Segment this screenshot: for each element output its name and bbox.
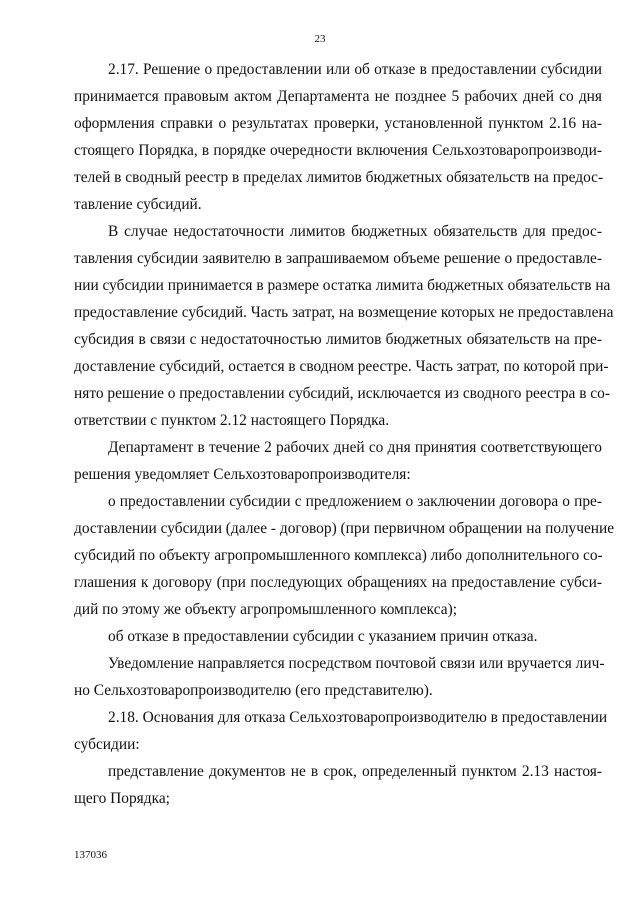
text-line: ответствии с пунктом 2.12 настоящего Порядка. bbox=[74, 412, 390, 429]
text-line: Департамент в течение 2 рабочих дней со дня принятия соответствующего bbox=[108, 439, 602, 456]
text-line: субсидий по объекту агропромышленного комплекса) либо дополнительного со- bbox=[74, 547, 603, 564]
text-line: о предоставлении субсидии с предложением о заключении договора о пре- bbox=[108, 493, 602, 510]
text-line: но Сельхозтоваропроизводителю (его представителю). bbox=[74, 682, 433, 699]
text-line: телей в сводный реестр в пределах лимитов бюджетных обязательств на предос- bbox=[74, 169, 604, 186]
text-line: стоящего Порядка, в порядке очередности включения Сельхозтоваропроизводи- bbox=[74, 142, 602, 159]
text-line: нято решение о предоставлении субсидий, исключается из сводного реестра в со- bbox=[74, 385, 610, 402]
text-line: доставление субсидий, остается в сводном реестре. Часть затрат, по которой при- bbox=[74, 358, 609, 375]
text-line: тавление субсидий. bbox=[74, 196, 202, 213]
text-line: щего Порядка; bbox=[74, 790, 170, 807]
text-line: тавления субсидии заявителю в запрашиваемом объеме решение о предоставле- bbox=[74, 250, 602, 267]
text-line: принимается правовым актом Департамента не позднее 5 рабочих дней со дня bbox=[74, 88, 602, 105]
text-line: дий по этому же объекту агропромышленного комплекса); bbox=[74, 601, 458, 618]
text-line: 2.17. Решение о предоставлении или об отказе в предоставлении субсидии bbox=[108, 61, 602, 78]
text-line: глашения к договору (при последующих обращениях на предоставление субси- bbox=[74, 574, 602, 591]
text-line: субсидии: bbox=[74, 736, 140, 753]
text-line: об отказе в предоставлении субсидии с указанием причин отказа. bbox=[108, 628, 538, 645]
text-line: доставлении субсидии (далее - договор) (при первичном обращении на получение bbox=[74, 520, 615, 537]
document-code: 137036 bbox=[74, 849, 107, 861]
text-line: субсидия в связи с недостаточностью лимитов бюджетных обязательств на пре- bbox=[74, 331, 602, 348]
text-line: оформления справки о результатах проверки, установленной пунктом 2.16 на- bbox=[74, 115, 602, 132]
page-number: 23 bbox=[314, 33, 326, 45]
text-line: нии субсидии принимается в размере остатка лимита бюджетных обязательств на bbox=[74, 277, 611, 294]
text-line: предоставление субсидий. Часть затрат, на возмещение которых не предоставлена bbox=[74, 304, 614, 321]
text-line: решения уведомляет Сельхозтоваропроизводителя: bbox=[74, 466, 411, 483]
text-line: 2.18. Основания для отказа Сельхозтоваропроизводителю в предоставлении bbox=[108, 709, 608, 726]
text-line: В случае недостаточности лимитов бюджетных обязательств для предос- bbox=[108, 223, 602, 240]
text-line: Уведомление направляется посредством почтовой связи или вручается лич- bbox=[108, 655, 605, 672]
text-line: представление документов не в срок, определенный пунктом 2.13 настоя- bbox=[108, 763, 602, 780]
